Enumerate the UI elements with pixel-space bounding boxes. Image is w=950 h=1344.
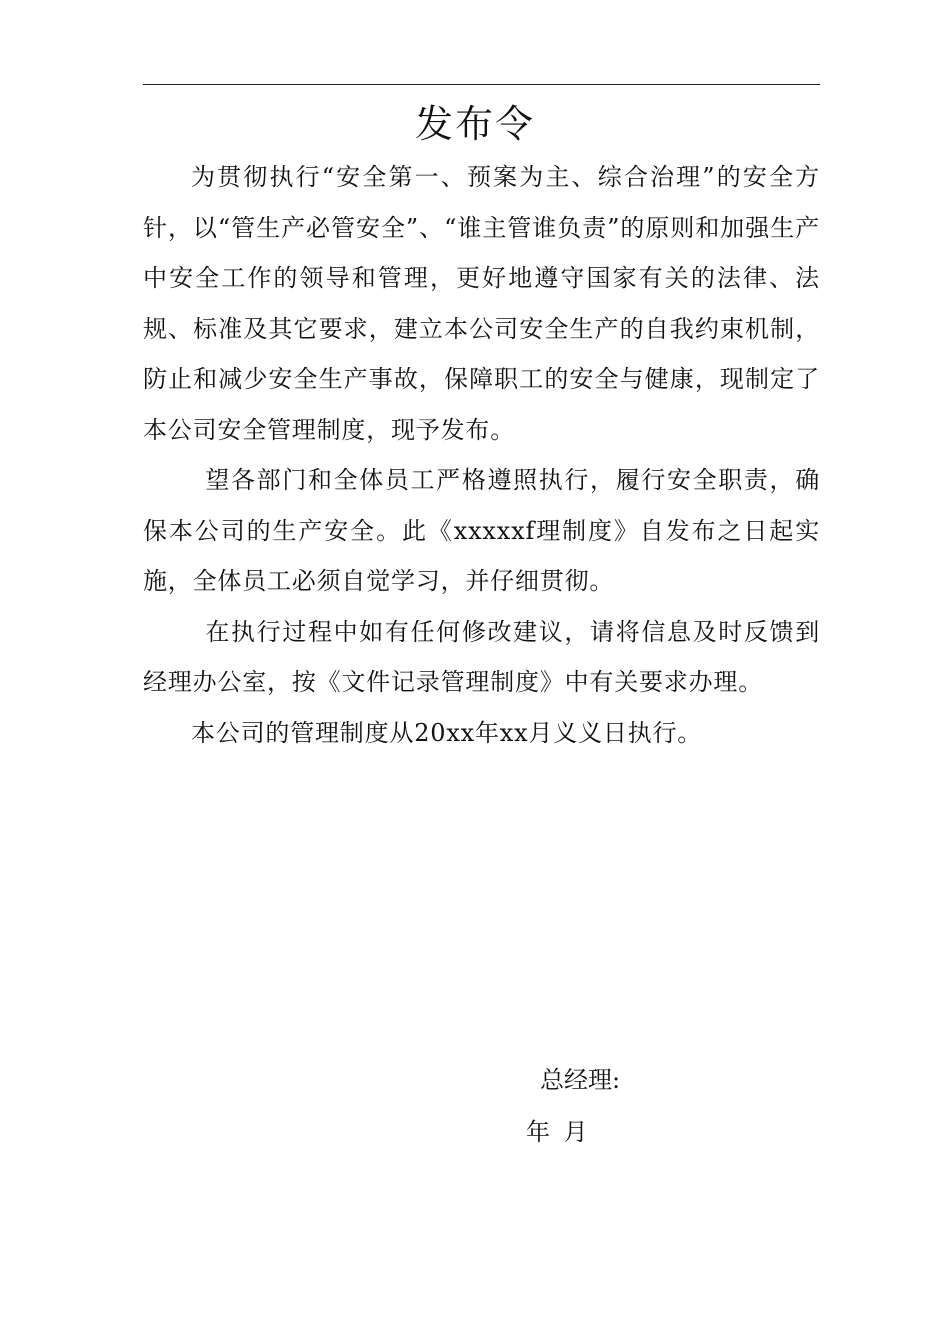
document-body [143,152,820,758]
paragraph-feedback: 在执行过程中如有任何修改建议，请将信息及时反馈到经理办公室，按《文件记录管理制度》中有关要求办理。 [143,617,820,696]
signature-date-label: 年 月 [526,1118,588,1146]
paragraph-purpose: 为贯彻执行“安全第一、预案为主、综合治理”的安全方针，以“管生产必管安全”、“谁主管谁负责”的原则和加强生产中安全工作的领导和管理，更好地遵守国家有关的法律、法规、标准及其它要求，建立本公司安全生产的自我约束机制，防止和减少安全生产事故，保障职工的安全与健康，现制定了本公司安全管理制度，现予发布。 [143,163,820,444]
paragraph-effective-date: 本公司的管理制度从20xx年xx月义义日执行。 [191,718,703,747]
paragraph-compliance: 望各部门和全体员工严格遵照执行，履行安全职责，确保本公司的生产安全。此《xxxxxf理制度》自发布之日起实施，全体员工必须自觉学习，并仔细贯彻。 [143,466,820,595]
header-rule [143,84,820,85]
document-title: 发布令 [414,102,535,146]
signature-manager-label: 总经理: [540,1066,621,1094]
